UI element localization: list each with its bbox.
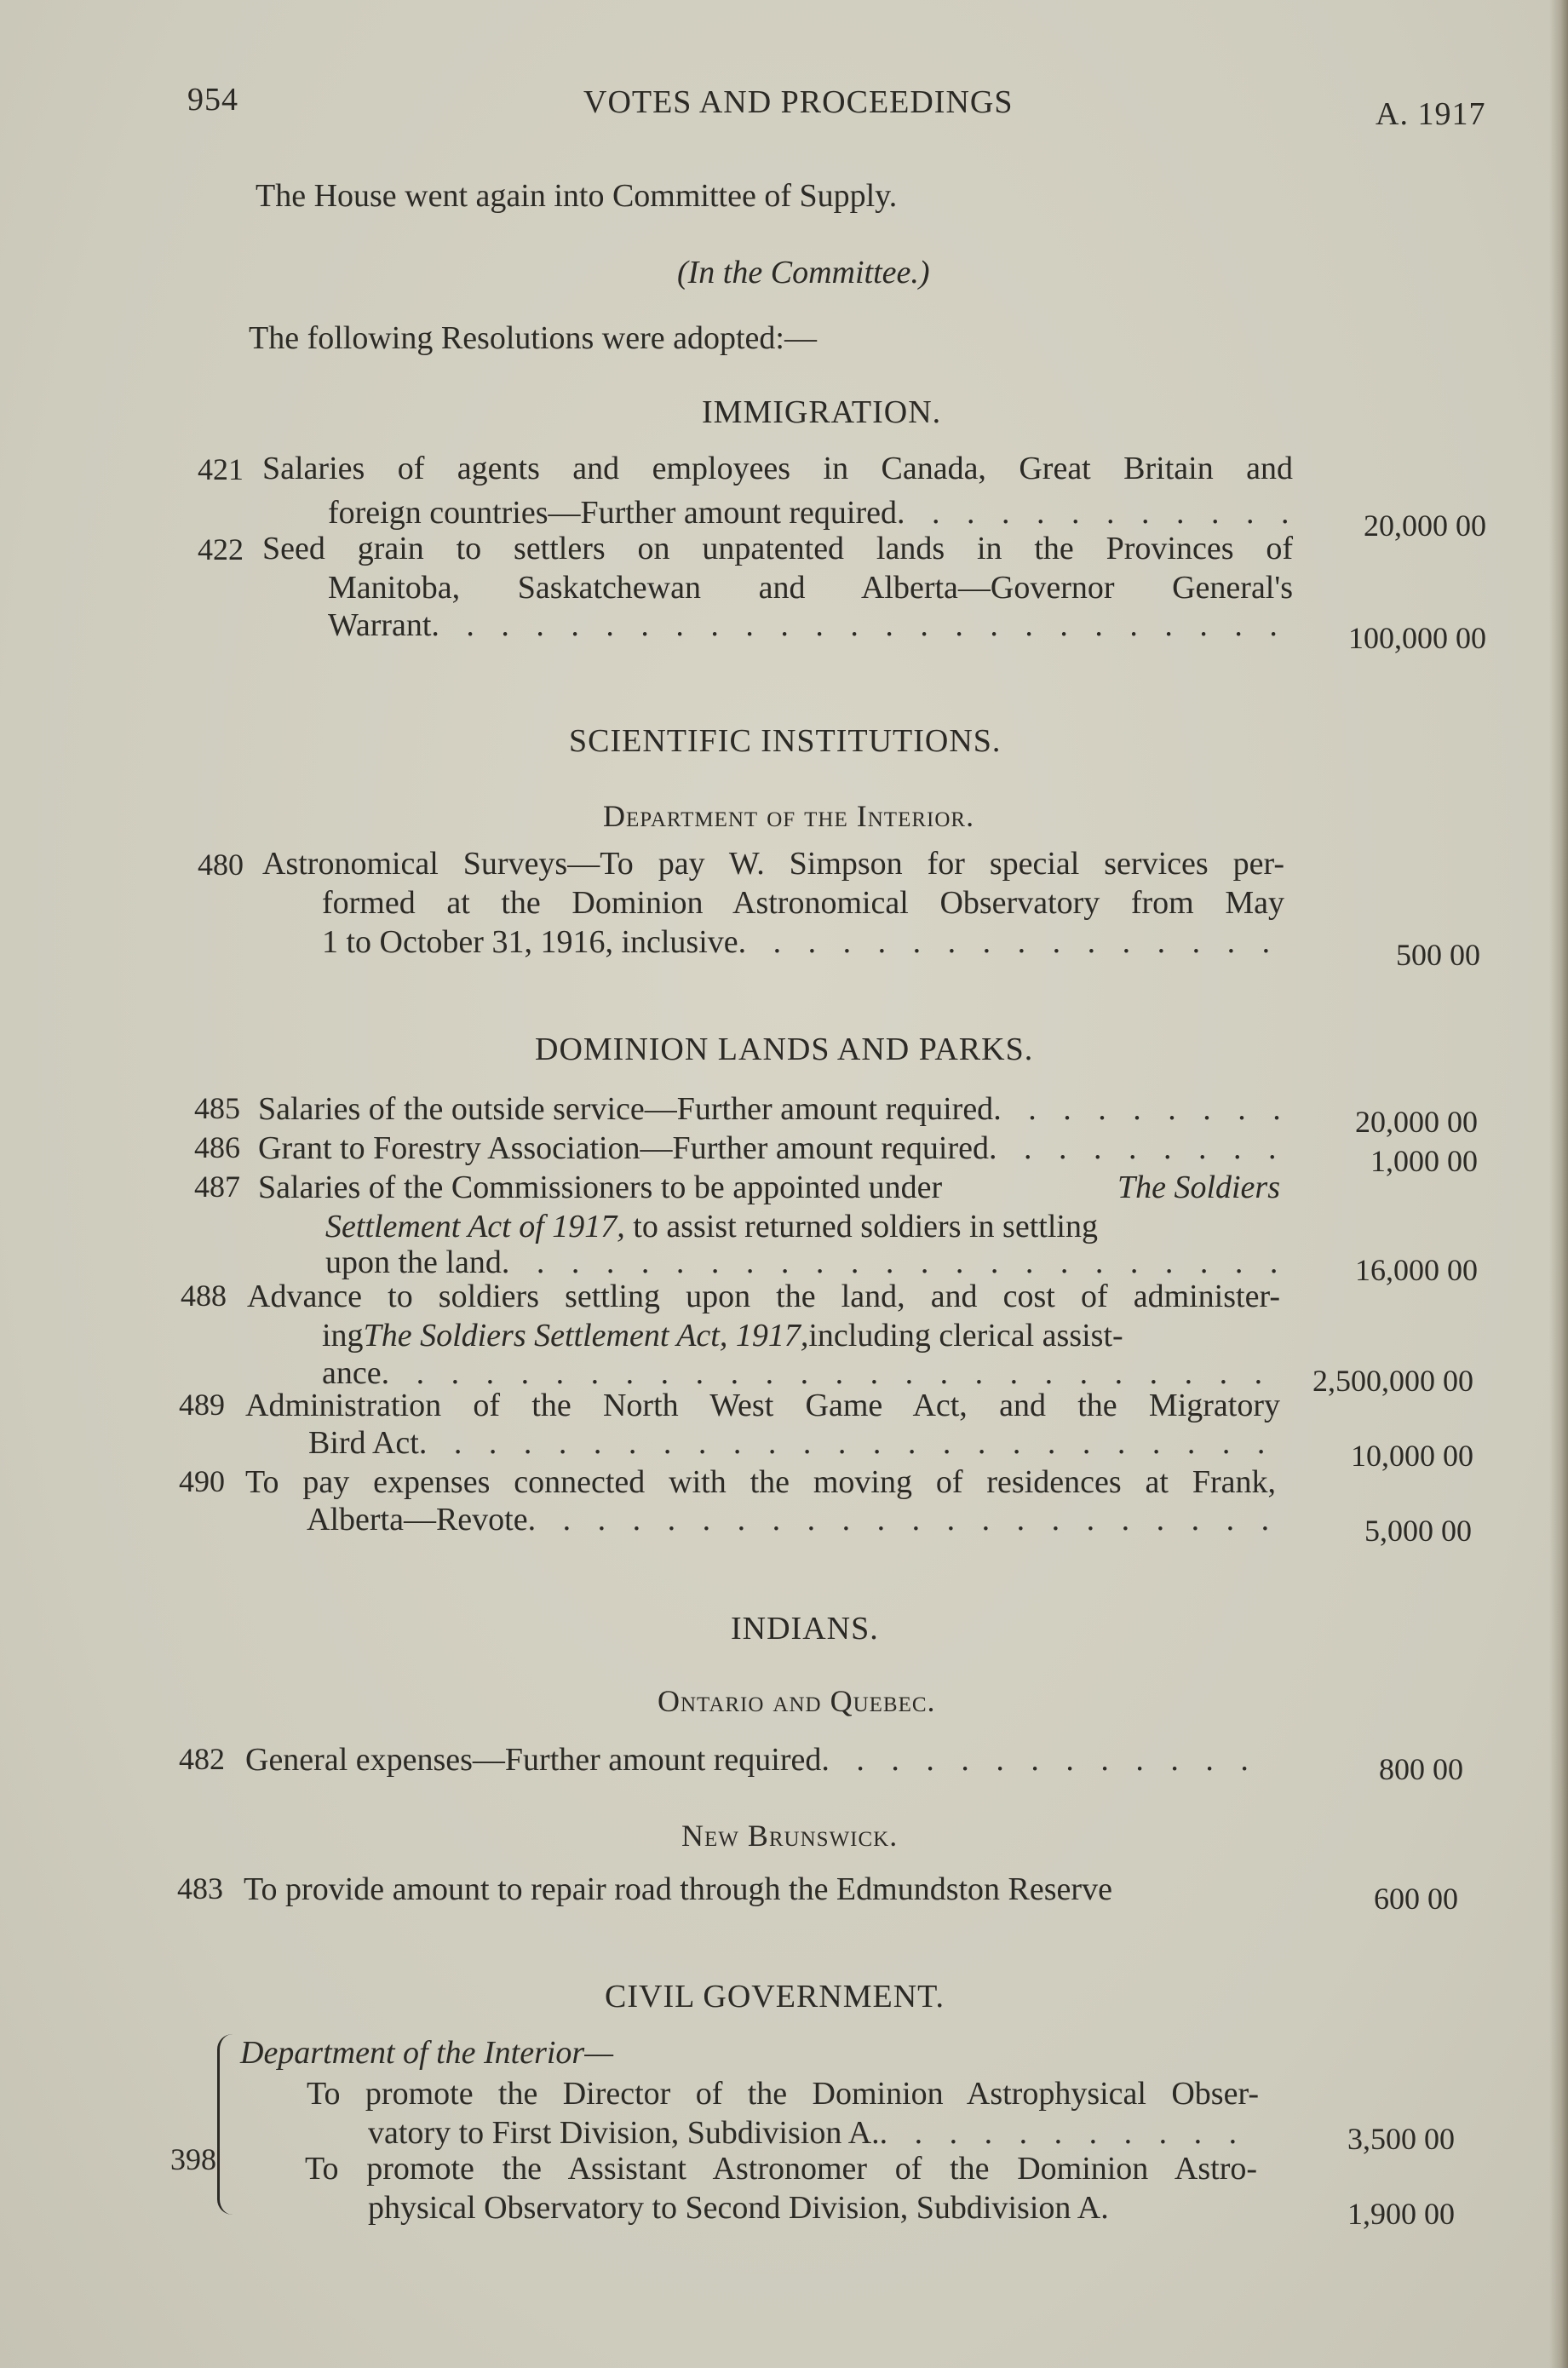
item-number: 485 (194, 1091, 240, 1125)
item-text-line-leader: General expenses—Further amount required . . . (245, 1741, 1267, 1779)
amount: 800 00 (1379, 1752, 1463, 1786)
item-number: 421 (198, 452, 244, 486)
item-text-line-leader: Bird Act . . . (308, 1424, 1278, 1462)
item-number: 489 (179, 1388, 225, 1422)
item-text-line: To pay expenses connected with the moving of residences at Frank, (245, 1464, 1276, 1500)
item-text-line-leader: Salaries of the outside service—Further amount required . . . (258, 1090, 1280, 1128)
item-text-line: Salaries of agents and employees in Canada, Great Britain and (262, 451, 1293, 486)
item-number: 482 (179, 1742, 225, 1776)
item-number: 486 (194, 1130, 240, 1164)
amount: 10,000 00 (1351, 1439, 1473, 1473)
item-text-line-leader: Grant to Forestry Association—Further amount required . . . (258, 1129, 1280, 1167)
grouping-brace (217, 2034, 238, 2215)
amount: 16,000 00 (1355, 1253, 1478, 1287)
item-number: 490 (179, 1464, 225, 1498)
amount: 20,000 00 (1355, 1105, 1478, 1139)
item-text-line: To promote the Director of the Dominion Astrophysical Obser- (307, 2076, 1259, 2112)
amount: 100,000 00 (1348, 621, 1486, 655)
item-text-line: Manitoba, Saskatchewan and Alberta—Governor General's (328, 570, 1293, 606)
section-heading-civil-government: CIVIL GOVERNMENT. (605, 1979, 945, 2015)
amount: 3,500 00 (1347, 2122, 1455, 2156)
section-heading-scientific-institutions: SCIENTIFIC INSTITUTIONS. (569, 723, 1002, 759)
amount: 500 00 (1396, 938, 1480, 972)
subheading-department-interior: Department of the Interior. (603, 799, 975, 833)
item-text-line-leader: vatory to First Division, Subdivision A. . . . (368, 2114, 1259, 2152)
item-text-line: Administration of the North West Game Act, and the Migratory (245, 1388, 1280, 1423)
item-text-line-leader: foreign countries—Further amount required . . . (328, 494, 1290, 532)
page-number: 954 (187, 82, 238, 118)
subheading-new-brunswick: New Brunswick. (681, 1819, 899, 1853)
section-heading-dominion-lands-parks: DOMINION LANDS AND PARKS. (535, 1032, 1034, 1067)
item-text-line-leader: Alberta—Revote . . . (307, 1501, 1273, 1538)
item-number: 398 (170, 2142, 216, 2176)
item-text-line: Seed grain to settlers on unpatented lands in the Provinces of (262, 531, 1293, 566)
item-text-line-leader: Warrant . . . (328, 606, 1290, 644)
session-year: A. 1917 (1376, 96, 1486, 132)
item-text-line: Settlement Act of 1917, to assist returned soldiers in settling (325, 1209, 1098, 1244)
item-number: 488 (181, 1279, 227, 1313)
item-text-line: formed at the Dominion Astronomical Observatory from May (322, 885, 1284, 921)
item-text-line: Salaries of the Commissioners to be appointed under The Soldiers (258, 1170, 1280, 1205)
amount: 2,500,000 00 (1312, 1364, 1473, 1398)
intro-committee-line: The House went again into Committee of Supply. (256, 178, 898, 214)
item-text-line-leader: upon the land . . . (325, 1244, 1280, 1281)
item-text-line-leader: 1 to October 31, 1916, inclusive . . . (322, 923, 1284, 961)
department-label: Department of the Interior— (240, 2035, 614, 2071)
subheading-ontario-quebec: Ontario and Quebec. (658, 1684, 936, 1718)
running-title: VOTES AND PROCEEDINGS (583, 84, 1014, 120)
item-number: 487 (194, 1170, 240, 1204)
item-text-line: physical Observatory to Second Division, Subdivision A. (368, 2190, 1109, 2226)
item-number: 483 (177, 1871, 223, 1905)
item-text-line: Advance to soldiers settling upon the land, and cost of administer- (247, 1279, 1280, 1314)
amount: 20,000 00 (1364, 509, 1486, 543)
item-text-line-leader: ance . . . (322, 1354, 1276, 1392)
resolutions-adopted-line: The following Resolutions were adopted:— (249, 320, 817, 356)
amount: 600 00 (1374, 1882, 1458, 1916)
section-heading-immigration: IMMIGRATION. (702, 394, 942, 430)
item-text-line: To provide amount to repair road through the Edmundston Reserve (244, 1871, 1112, 1907)
item-text-line: Astronomical Surveys—To pay W. Simpson for special services per- (262, 846, 1284, 882)
amount: 1,900 00 (1347, 2197, 1455, 2231)
item-number: 480 (198, 848, 244, 882)
item-text-line: ing The Soldiers Settlement Act, 1917, including clerical assist- (322, 1318, 1123, 1354)
amount: 1,000 00 (1370, 1144, 1478, 1178)
section-heading-indians: INDIANS. (731, 1611, 879, 1647)
page-edge-shadow (1549, 0, 1568, 2368)
amount: 5,000 00 (1364, 1514, 1472, 1548)
item-text-line: To promote the Assistant Astronomer of the Dominion Astro- (305, 2151, 1257, 2187)
in-committee-line: (In the Committee.) (677, 255, 930, 290)
item-number: 422 (198, 532, 244, 566)
